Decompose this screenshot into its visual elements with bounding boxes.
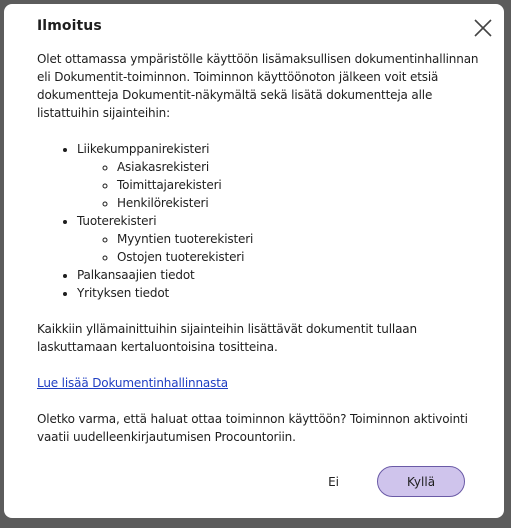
billing-note: Kaikkiin yllämainittuihin sijainteihin lisättävät dokumentit tullaan laskuttamaan kertaluontoisina tositteina.: [37, 322, 417, 354]
yes-button[interactable]: Kyllä: [377, 466, 465, 497]
list-item: • Yrityksen tiedot: [77, 284, 479, 302]
dialog-body: [37, 50, 479, 446]
location-label: Liikekumppanirekisteri: [77, 142, 210, 156]
list-item: [77, 140, 479, 212]
dialog-title: Ilmoitus: [37, 18, 102, 34]
list-item: ◦ Toimittajarekisteri: [117, 176, 479, 194]
confirm-question: Oletko varma, että haluat ottaa toiminnon käyttöön? Toiminnon aktivointi vaatii uudelleenkirjautumisen Procountoriin.: [37, 412, 468, 444]
sub-location-list: [77, 158, 479, 212]
list-item: [77, 212, 479, 266]
learn-more-link[interactable]: Lue lisää Dokumentinhallinnasta: [37, 376, 228, 390]
location-list: [37, 140, 479, 302]
learn-more-paragraph: [37, 374, 479, 392]
no-button[interactable]: Ei: [316, 467, 351, 497]
list-item: ◦ Myyntien tuoterekisteri: [117, 230, 479, 248]
list-item: ◦ Henkilörekisteri: [117, 194, 479, 212]
location-label: Tuoterekisteri: [77, 214, 157, 228]
sub-location-list: [77, 230, 479, 266]
close-button[interactable]: [472, 17, 494, 39]
confirmation-dialog: [4, 4, 504, 518]
intro-text: Olet ottamassa ympäristölle käyttöön lisämaksullisen dokumentinhallinnan eli Dokumentit-toiminnon. Toiminnon käyttöönoton jälkeen voit etsiä dokumentteja Dokumentit-näkymältä sekä lisätä dokumentteja alle listattuihin sijainteihin:: [37, 52, 479, 120]
list-item: ◦ Asiakasrekisteri: [117, 158, 479, 176]
list-item: • Palkansaajien tiedot: [77, 266, 479, 284]
close-icon: [472, 17, 494, 39]
list-item: ◦ Ostojen tuoterekisteri: [117, 248, 479, 266]
dialog-footer: [316, 466, 465, 497]
